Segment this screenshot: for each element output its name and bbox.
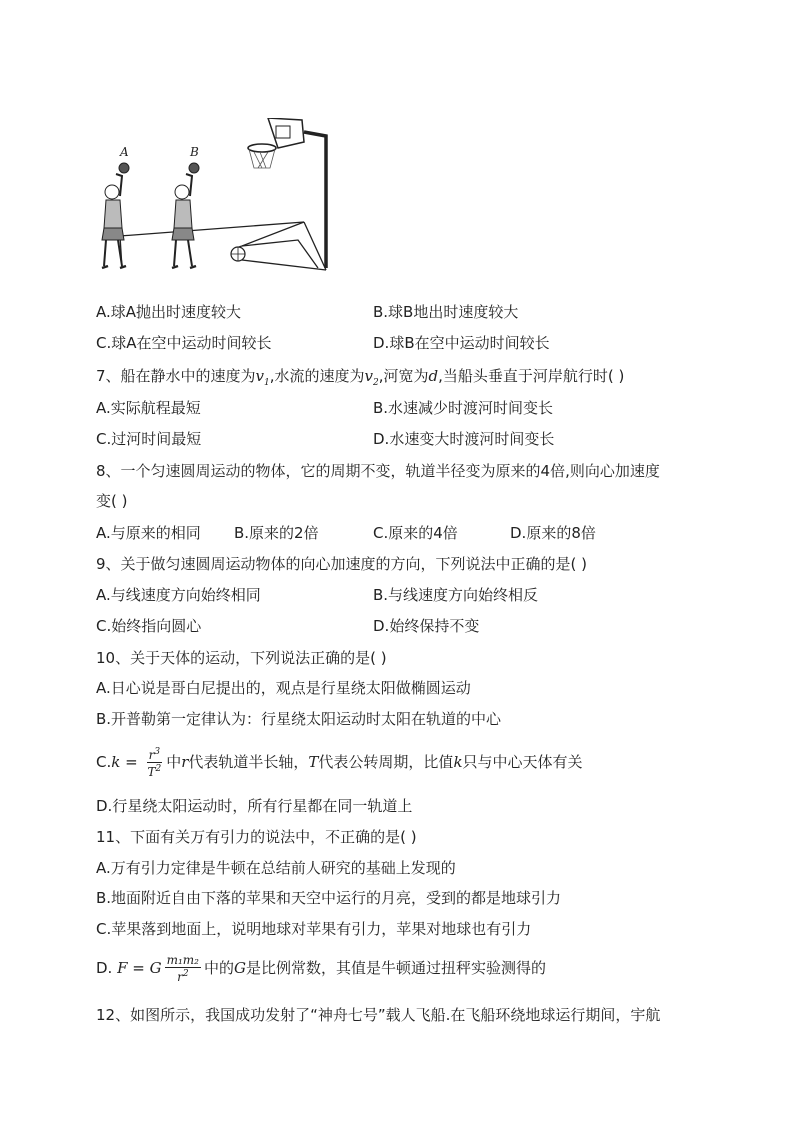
q8-stem-line2: 变( ) xyxy=(96,492,128,510)
court-lines xyxy=(120,222,326,270)
q11-option-a: A.万有引力定律是牛顿在总结前人研究的基础上发现的 xyxy=(96,859,456,877)
q7-option-b: B.水速减少时渡河时间变长 xyxy=(373,399,554,417)
q9-option-d: D.始终保持不变 xyxy=(373,617,480,635)
q9-option-c: C.始终指向圆心 xyxy=(96,617,202,635)
q7-option-c: C.过河时间最短 xyxy=(96,430,202,448)
gravitation-fraction: $\frac{\text{m₁m₂}}{r^2}$ xyxy=(166,952,199,984)
q8-option-b: B.原来的2倍 xyxy=(234,524,319,542)
q6-option-a: A.球A抛出时速度较大 xyxy=(96,303,242,321)
q7-stem: 7、船在静水中的速度为$v_1$,水流的速度为$v_2$,河宽为d,当船头垂直于河岸航行时( ) xyxy=(96,367,625,388)
player-b-icon xyxy=(172,174,196,268)
q8-stem-line1: 8、一个匀速圆周运动的物体，它的周期不变，轨道半径变为原来的4倍,则向心加速度 xyxy=(96,462,660,480)
q7-option-d: D.水速变大时渡河时间变长 xyxy=(373,430,555,448)
q10-option-d: D.行星绕太阳运动时，所有行星都在同一轨道上 xyxy=(96,797,413,815)
q9-option-a: A.与线速度方向始终相同 xyxy=(96,586,261,604)
q10-option-a: A.日心说是哥白尼提出的，观点是行星绕太阳做椭圆运动 xyxy=(96,679,471,697)
ball-a-icon xyxy=(119,163,129,173)
q8-option-a: A.与原来的相同 xyxy=(96,524,201,542)
q9-option-b: B.与线速度方向始终相反 xyxy=(373,586,539,604)
q6-option-b: B.球B地出时速度较大 xyxy=(373,303,519,321)
q9-stem: 9、关于做匀速圆周运动物体的向心加速度的方向，下列说法中正确的是( ) xyxy=(96,555,588,573)
q10-option-c: C.k = $\frac{r^3}{T^2}$ 中r代表轨道半长轴，T代表公转周期，比值k只与中心天体有关 xyxy=(96,747,583,779)
q10-stem: 10、关于天体的运动，下列说法正确的是( ) xyxy=(96,649,387,667)
ball-b-icon xyxy=(189,163,199,173)
q8-option-d: D.原来的8倍 xyxy=(510,524,596,542)
kepler-fraction: $\frac{r^3}{T^2}$ xyxy=(147,747,162,779)
q10-option-b: B.开普勒第一定律认为：行星绕太阳运动时太阳在轨道的中心 xyxy=(96,710,502,728)
q6-option-d: D.球B在空中运动时间较长 xyxy=(373,334,550,352)
label-b: B xyxy=(190,145,199,159)
basketball-figure xyxy=(92,118,342,290)
q7-option-a: A.实际航程最短 xyxy=(96,399,201,417)
q11-option-c: C.苹果落到地面上，说明地球对苹果有引力，苹果对地球也有引力 xyxy=(96,920,532,938)
label-a: A xyxy=(120,145,129,159)
q11-option-b: B.地面附近自由下落的苹果和天空中运行的月亮，受到的都是地球引力 xyxy=(96,889,562,907)
player-a-icon xyxy=(102,174,126,268)
q6-option-c: C.球A在空中运动时间较长 xyxy=(96,334,272,352)
q11-stem: 11、下面有关万有引力的说法中，不正确的是( ) xyxy=(96,828,417,846)
q8-option-c: C.原来的4倍 xyxy=(373,524,458,542)
q12-stem: 12、如图所示，我国成功发射了“神舟七号”载人飞船.在飞船环绕地球运行期间，宇航 xyxy=(96,1006,661,1024)
q11-option-d: D. F = G $\frac{\text{m₁m₂}}{r^2}$ 中的G是比例常数，其值是牛顿通过扭秤实验测得的 xyxy=(96,952,547,984)
